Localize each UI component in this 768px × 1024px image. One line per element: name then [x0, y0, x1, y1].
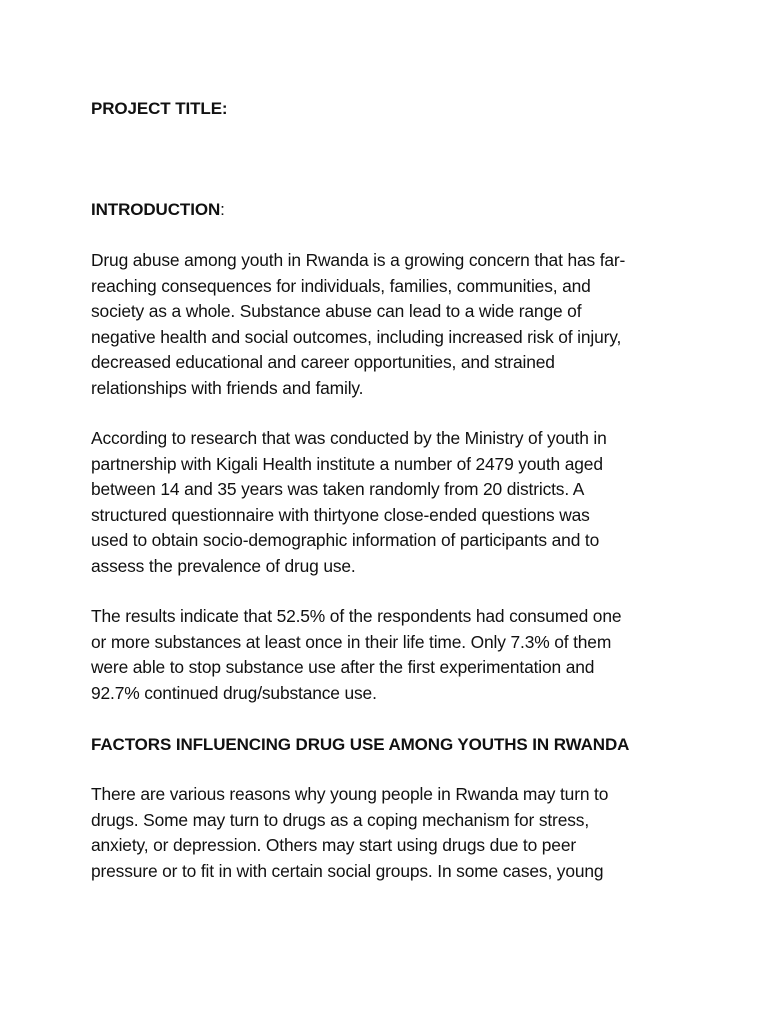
text-line: partnership with Kigali Health institute a number of 2479 youth aged — [91, 453, 603, 474]
factors-paragraph — [91, 782, 673, 884]
text-line: assess the prevalence of drug use. — [91, 555, 356, 576]
introduction-heading — [91, 197, 673, 222]
text-line: between 14 and 35 years was taken randomly from 20 districts. A — [91, 479, 585, 499]
text-line: 92.7% continued drug/substance use. — [91, 682, 377, 703]
factors-heading: FACTORS INFLUENCING DRUG USE AMONG YOUTHS IN RWANDA — [91, 735, 630, 754]
text-line: relationships with friends and family. — [91, 377, 364, 398]
text-line: used to obtain socio-demographic information of participants and to — [91, 530, 600, 550]
introduction-paragraph-2 — [91, 426, 673, 579]
text-line: society as a whole. Substance abuse can lead to a wide range of — [91, 301, 582, 321]
text-line: decreased educational and career opportunities, and strained — [91, 352, 555, 372]
introduction-heading-colon: : — [220, 200, 225, 219]
text-line: reaching consequences for individuals, families, communities, and — [91, 275, 591, 296]
introduction-section — [91, 197, 673, 222]
text-line: anxiety, or depression. Others may start using drugs due to peer — [91, 835, 576, 855]
introduction-paragraph-3 — [91, 604, 673, 706]
introduction-paragraph-1 — [91, 248, 673, 401]
project-title-heading: PROJECT TITLE: — [91, 99, 228, 118]
factors-section — [91, 732, 673, 757]
text-line: Drug abuse among youth in Rwanda is a growing concern that has far- — [91, 250, 626, 270]
paragraph — [91, 426, 673, 579]
text-line: According to research that was conducted by the Ministry of youth in — [91, 428, 607, 448]
paragraph — [91, 248, 673, 401]
paragraph — [91, 782, 673, 884]
text-line: negative health and social outcomes, including increased risk of injury, — [91, 326, 622, 347]
introduction-heading-text: INTRODUCTION — [91, 200, 221, 219]
text-line: or more substances at least once in their life time. Only 7.3% of them — [91, 631, 612, 652]
text-line: drugs. Some may turn to drugs as a coping mechanism for stress, — [91, 809, 589, 830]
paragraph — [91, 604, 673, 706]
project-title-section — [91, 96, 673, 121]
text-line: pressure or to fit in with certain social groups. In some cases, young — [91, 860, 604, 881]
text-line: structured questionnaire with thirtyone close-ended questions was — [91, 504, 590, 525]
text-line: were able to stop substance use after the first experimentation and — [91, 657, 595, 677]
text-line: The results indicate that 52.5% of the respondents had consumed one — [91, 606, 622, 626]
text-line: There are various reasons why young people in Rwanda may turn to — [91, 784, 609, 804]
